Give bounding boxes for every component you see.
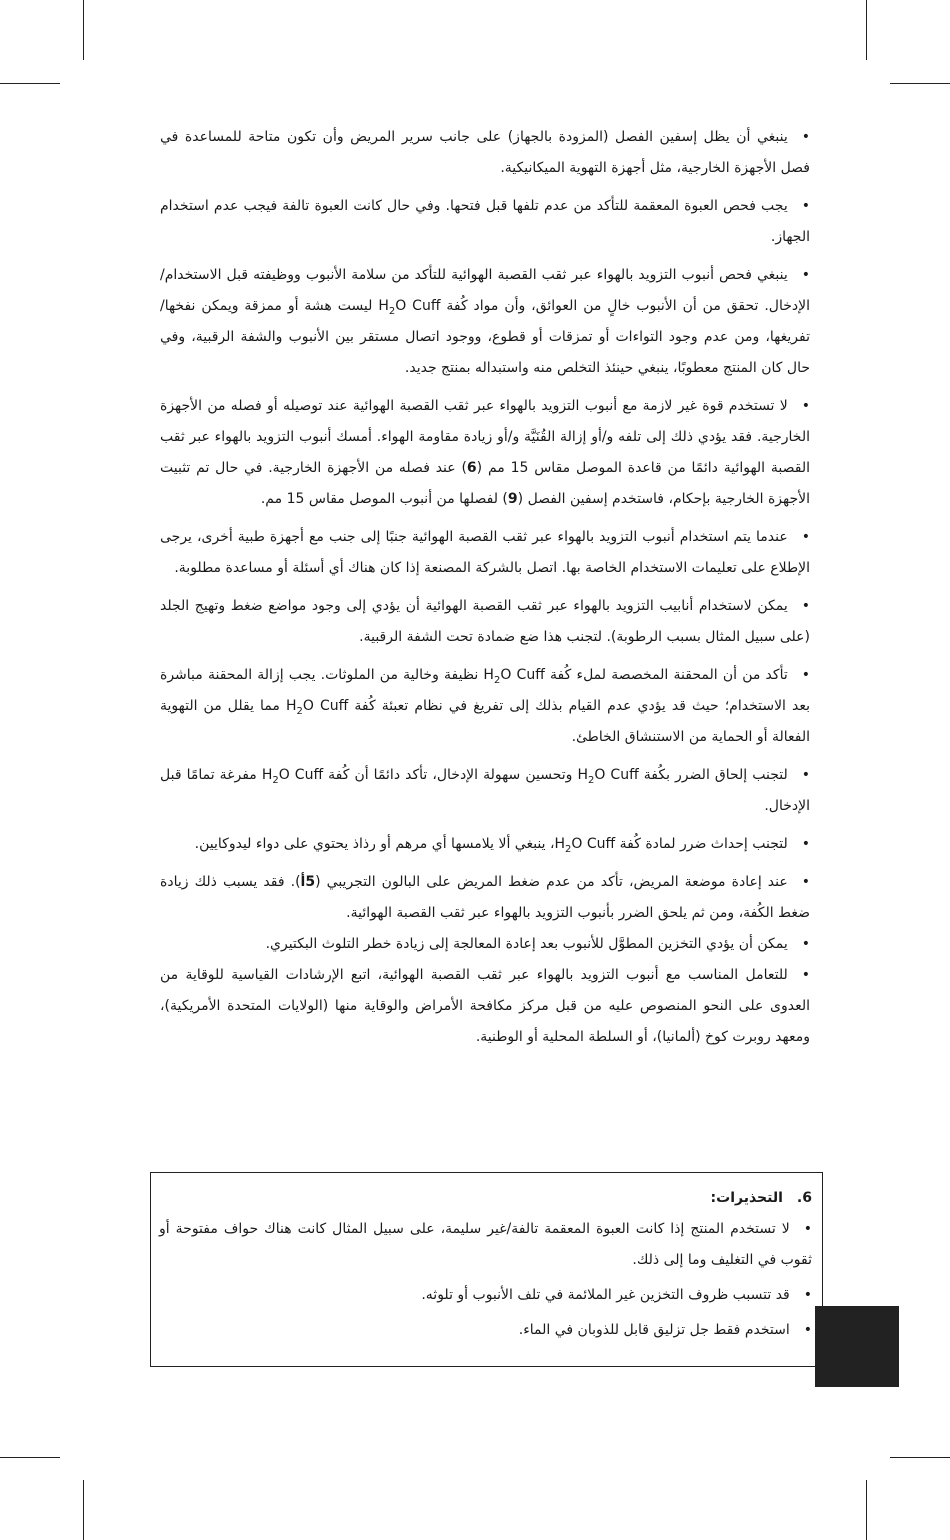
product-name: $H_2O$ Cuff [554,836,616,855]
bullet: • [801,598,810,614]
instructions-text [160,122,810,1060]
product-name: $H_2O$ Cuff [261,767,324,786]
paragraph-separation-wedge [160,122,810,184]
crop-mark-bottom-left [83,1480,84,1540]
paragraph-text: ينبغي أن يظل إسفين الفصل (المزودة بالجهاز) على جانب سرير المريض وأن تكون متاحة للمساعدة في فصل الأجهزة الخارجية، مثل أجهزة التهوية الميكانيكية. [160,129,810,176]
paragraph-deflate-cuff: •لتجنب إلحاق الضرر بكُفة $H_2O$ Cuff وتحسين سهولة الإدخال، تأكد دائمًا أن كُفة $H_2O$ Cuff مفرغة تمامًا قبل الإدخال. [160,767,811,814]
crop-mark-top-right [866,0,867,60]
bullet: • [801,667,810,683]
bullet: • [801,936,810,952]
bullet: • [801,874,810,890]
paragraph-text: يجب فحص العبوة المعقمة للتأكد من عدم تلفها قبل فتحها. وفي حال كانت العبوة تالفة فيجب عدم استخدام الجهاز. [160,198,810,245]
bullet: • [801,529,810,545]
warning-item [159,1280,812,1311]
paragraph-inspect-tube: •ينبغي فحص أنبوب التزويد بالهواء عبر ثقب القصبة الهوائية للتأكد من سلامة الأنبوب ووظيفته قبل الاستخدام/الإدخال. تحقق من أن الأنبوب خالٍ من العوائق، وأن مواد كُفة $H_2O$ Cuff ليست هشة أو ممزقة ويمكن نفخها/تفريغها، ومن عدم وجود التواءات أو تمزقات أو قطوع، ووجود اتصال مستقر بين الأنبوب والشفة الرقبية، وفي حال كان المنتج معطوبًا، ينبغي حينئذ التخلص منه واستبداله بمنتج جديد. [160,267,811,376]
warnings-heading [159,1183,812,1214]
reference-number: 6 [466,460,477,476]
product-name: $H_2O$ Cuff [378,298,441,317]
reference-number: 5أ [300,874,316,890]
bullet: • [801,198,810,214]
bullet: • [803,1322,812,1338]
paragraph-text: للتعامل المناسب مع أنبوب التزويد بالهواء عبر ثقب القصبة الهوائية، اتبع الإرشادات القياسية للوقاية من العدوى على النحو المنصوص عليه من قبل مركز مكافحة الأمراض والوقاية منها (الولايات المتحدة الأمريكية)، ومعهد روبرت كوخ (ألمانيا)، أو السلطة المحلية أو الوطنية. [160,967,810,1045]
section-number: 6. [796,1190,812,1206]
paragraph-infection-guidelines [160,960,810,1053]
paragraph-lidocaine: •لتجنب إحداث ضرر لمادة كُفة $H_2O$ Cuff، ينبغي ألا يلامسها أي مرهم أو رذاذ يحتوي على دواء ليدوكايين. [194,836,810,855]
crop-mark-top-left [83,0,84,60]
paragraph-syringe: •تأكد من أن المحقنة المخصصة لملء كُفة $H_2O$ Cuff نظيفة وخالية من الملوثات. يجب إزالة المحقنة مباشرة بعد الاستخدام؛ حيث قد يؤدي عدم القيام بذلك إلى تفريغ في نظام تعبئة كُفة $H_2O$ Cuff مما يقلل من التهوية الفعالة أو الحماية من الاستنشاق الخاطئ. [160,667,811,745]
paragraph-connector-force: •لا تستخدم قوة غير لازمة مع أنبوب التزويد بالهواء عبر ثقب القصبة الهوائية عند توصيله أو فصله من الأجهزة الخارجية. فقد يؤدي ذلك إلى تلفه و/أو إزالة القُنَيَّة و/أو زيادة مقاومة الهواء. أمسك أنبوب التزويد بالهواء عبر ثقب القصبة الهوائية دائمًا من قاعدة الموصل مقاس 15 مم (6) عند فصله من الأجهزة الخارجية. في حال تم تثبيت الأجهزة الخارجية بإحكام، فاستخدم إسفين الفصل (9) لفصلها من أنبوب الموصل مقاس 15 مم. [160,398,810,507]
bullet: • [801,267,810,283]
warning-item [159,1315,812,1346]
bullet: • [801,129,810,145]
crop-mark-right-lower [890,1457,950,1458]
product-name: $H_2O$ Cuff [286,698,349,717]
crop-mark-left-upper [0,83,60,84]
bullet: • [801,967,810,983]
crop-mark-left-lower [0,1457,60,1458]
warning-item [159,1214,812,1276]
paragraph-text: يمكن أن يؤدي التخزين المطوَّل للأنبوب بعد إعادة المعالجة إلى زيادة خطر التلوث البكتيري. [265,936,788,952]
paragraph-text: يمكن لاستخدام أنابيب التزويد بالهواء عبر ثقب القصبة الهوائية أن يؤدي إلى وجود مواضع ضغط وتهيج الجلد (على سبيل المثال بسبب الرطوبة). لتجنب هذا ضع ضمادة تحت الشفة الرقبية. [160,598,810,645]
bullet: • [801,767,811,783]
reference-number: 9 [507,491,518,507]
product-name: $H_2O$ Cuff [577,767,639,786]
warnings-box [150,1172,823,1367]
warning-text: استخدم فقط جل تزليق قابل للذوبان في الماء. [518,1322,790,1338]
paragraph-pressure-points [160,591,810,653]
crop-mark-bottom-right [866,1480,867,1540]
section-title: التحذيرات: [710,1190,783,1206]
bullet: • [801,836,810,852]
section-thumb-tab [815,1306,899,1387]
bullet: • [803,1287,812,1303]
paragraph-pilot-balloon: •عند إعادة موضعة المريض، تأكد من عدم ضغط المريض على البالون التجريبي (5أ). فقد يسبب ذلك زيادة ضغط الكُفة، ومن ثم يلحق الضرر بأنبوب التزويد بالهواء عبر ثقب القصبة الهوائية. [160,874,810,921]
crop-mark-right-upper [890,83,950,84]
warning-text: لا تستخدم المنتج إذا كانت العبوة المعقمة تالفة/غير سليمة، على سبيل المثال كانت هناك حواف مفتوحة أو ثقوب في التغليف وما إلى ذلك. [159,1221,812,1268]
paragraph-sterile-package [160,191,810,253]
bullet: • [801,398,810,414]
paragraph-storage [160,929,810,960]
warning-text: قد تتسبب ظروف التخزين غير الملائمة في تلف الأنبوب أو تلوثه. [421,1287,790,1303]
product-name: $H_2O$ Cuff [483,667,545,686]
paragraph-text: عندما يتم استخدام أنبوب التزويد بالهواء عبر ثقب القصبة الهوائية جنبًا إلى جنب مع أجهزة طبية أخرى، يرجى الإطلاع على تعليمات الاستخدام الخاصة بها. اتصل بالشركة المصنعة إذا كان هناك أي أسئلة أو مساعدة مطلوبة. [160,529,810,576]
bullet: • [803,1221,812,1237]
paragraph-other-devices [160,522,810,584]
warnings-content [159,1183,812,1350]
